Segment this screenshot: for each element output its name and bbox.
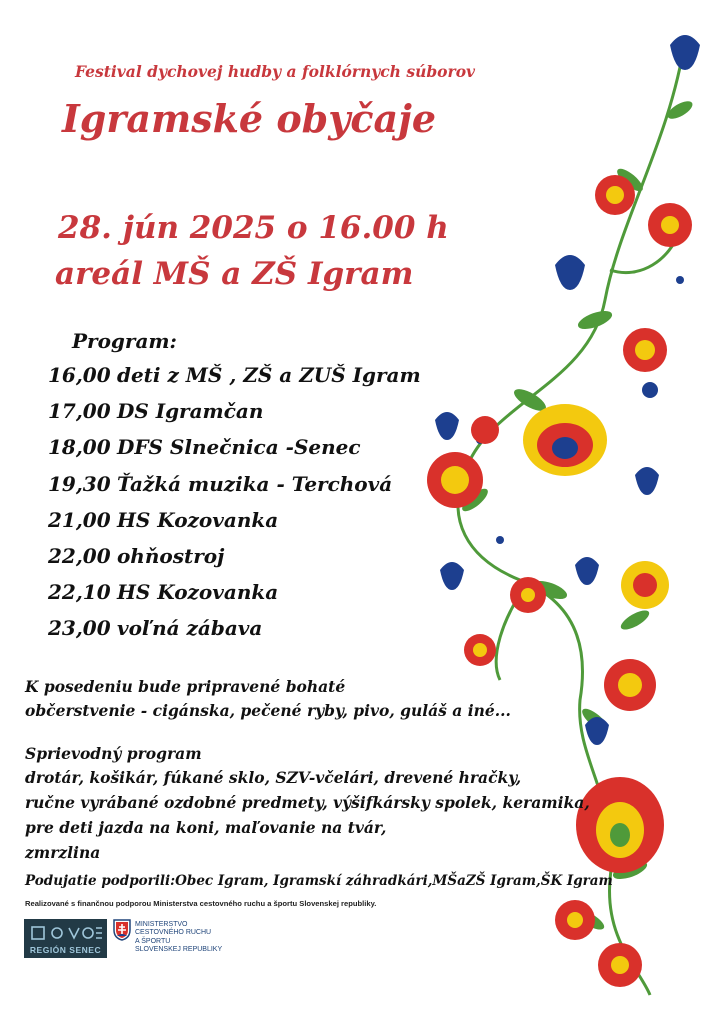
program-time: 22,00: [48, 543, 111, 568]
program-act: HS Kozovanka: [116, 580, 279, 605]
program-act: DFS Slnečnica -Senec: [116, 435, 361, 460]
supporters-line: Podujatie podporili:Obec Igram, Igramskí záhradkári,MŠaZŠ Igram,ŠK Igram: [25, 873, 613, 889]
ministry-line: A ŠPORTU: [135, 937, 171, 945]
program-time: 18,00: [48, 435, 111, 460]
program-item: [48, 616, 421, 652]
funding-note: Realizované s finančnou podporou Ministerstva cestovného ruchu a športu Slovenskej republiky.: [25, 899, 377, 908]
program-item: [48, 544, 421, 580]
program-item: [48, 363, 421, 399]
program-time: 16,00: [48, 363, 111, 387]
festival-title: Igramské obyčaje: [62, 96, 437, 141]
program-list: [48, 363, 421, 653]
program-item: [48, 472, 421, 508]
refreshments-line-2: občerstvenie - cigánska, pečené ryby, pivo, guláš a iné...: [25, 701, 511, 720]
region-logo-icon: [24, 919, 107, 945]
ministry-logo: [113, 919, 223, 954]
program-act: voľná zábava: [116, 616, 263, 641]
program-act: deti z MŠ , ZŠ a ZUŠ Igram: [116, 363, 421, 387]
event-venue: areál MŠ a ZŠ Igram: [55, 256, 414, 292]
slovak-coat-of-arms-icon: [113, 919, 131, 941]
program-item: [48, 508, 421, 544]
program-item: [48, 580, 421, 616]
region-senec-logo: [24, 919, 107, 958]
program-time: 22,10: [48, 580, 111, 605]
ministry-logo-text: [135, 921, 222, 955]
festival-subtitle: Festival dychovej hudby a folklórnych súborov: [75, 62, 476, 81]
side-program-line: ručne vyrábané ozdobné predmety, výšifkársky spolek, keramika,: [25, 793, 590, 812]
side-program-line: pre deti jazda na koni, maľovanie na tvár,: [25, 818, 387, 837]
ministry-line: CESTOVNÉHO RUCHU: [135, 929, 212, 937]
program-time: 17,00: [48, 399, 111, 424]
side-program-line: zmrzlina: [25, 843, 101, 862]
program-act: HS Kozovanka: [116, 507, 279, 532]
folk-ornament-decoration: [380, 20, 725, 1000]
program-item: [48, 435, 421, 471]
side-program-heading: Sprievodný program: [25, 744, 202, 763]
program-act: ohňostroj: [116, 543, 225, 568]
program-heading: Program:: [72, 329, 177, 353]
ministry-line: SLOVENSKEJ REPUBLIKY: [135, 946, 223, 954]
program-time: 23,00: [48, 616, 111, 641]
program-act: Ťažká muzika - Terchová: [116, 471, 393, 496]
program-time: 21,00: [48, 507, 111, 532]
program-item: [48, 399, 421, 435]
refreshments-line-1: K posedeniu bude pripravené bohaté: [25, 677, 346, 696]
event-date: 28. jún 2025 o 16.00 h: [58, 210, 449, 246]
program-time: 19,30: [48, 471, 111, 496]
program-act: DS Igramčan: [116, 399, 264, 424]
side-program-line: drotár, košikár, fúkané sklo, SZV-včelári, drevené hračky,: [25, 768, 522, 787]
ministry-line: MINISTERSTVO: [135, 921, 188, 928]
region-logo-text: REGIÓN SENEC: [29, 945, 102, 955]
